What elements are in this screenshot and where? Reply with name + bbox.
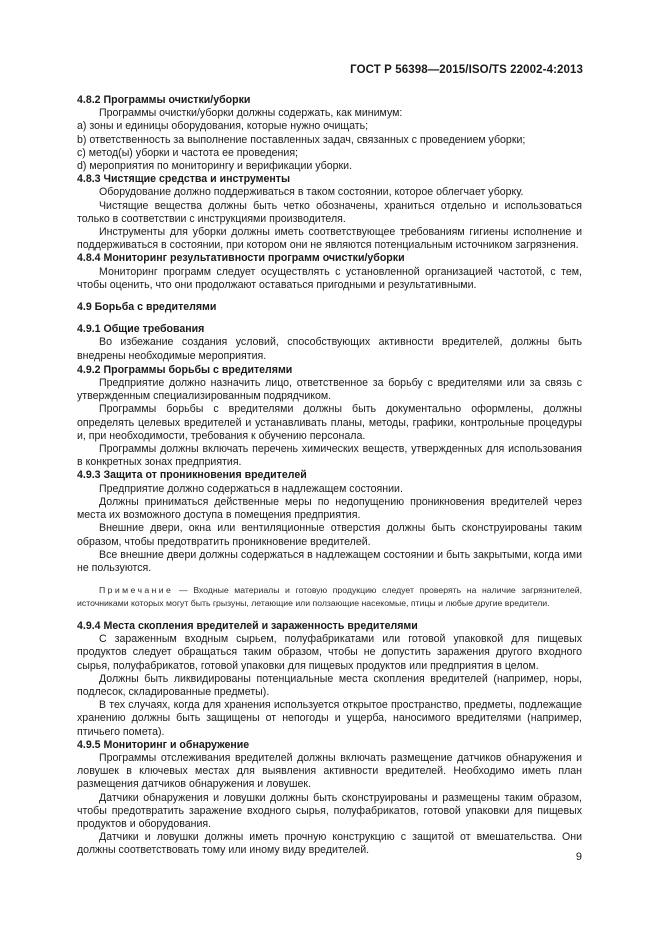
list-item: c) метод(ы) уборки и частота ее проведения; [77,146,299,159]
page-number: 9 [575,851,582,863]
heading-4-9-5: 4.9.5 Мониторинг и обнаружение [77,738,250,751]
heading-4-8-4: 4.8.4 Мониторинг результативности программ очистки/уборки [77,252,405,265]
heading-4-8-2: 4.8.2 Программы очистки/уборки [77,94,251,106]
paragraph: Чистящие вещества должны быть четко обозначены, храниться отдельно и использоваться только в соответствии с инструкциями производителя. [77,199,582,225]
paragraph: Должны быть ликвидированы потенциальные места скопления вредителей (например, норы, подлесок, складированные предметы). [77,672,582,698]
heading-4-9-4: 4.9.4 Места скопления вредителей и зараженность вредителями [77,619,418,632]
note-text: — Входные материалы и готовую продукцию следует проверять на наличие загрязнителей, источниками которых могут быть грызуны, летающие или ползающие насекомые, птицы и любые другие вредители. [77,585,583,608]
paragraph: Должны приниматься действенные меры по недопущению проникновения вредителей через места их возможного доступа в помещения предприятия. [77,495,582,522]
paragraph: Предприятие должно назначить лицо, ответственное за борьбу с вредителями или за связь с утвержденным специализированным подрядчиком. [77,377,582,403]
document-header: ГОСТ Р 56398—2015/ISO/TS 22002-4:2013 [350,64,583,76]
list-item: d) мероприятия по мониторингу и верификации уборки. [77,160,353,173]
paragraph: Оборудование должно поддерживаться в таком состоянии, которое облегчает уборку. [99,186,524,199]
paragraph: Программы отслеживания вредителей должны включать размещение датчиков обнаружения и ловушек в ключевых местах для выявления активности вредителей. Необходимо иметь план размещения датчиков обнаружения и ловушек. [77,751,582,791]
heading-4-9-3: 4.9.3 Защита от проникновения вредителей [77,469,307,482]
paragraph: Во избежание создания условий, способствующих активности вредителей, должны быть внедрены необходимые мероприятия. [77,336,582,362]
heading-4-8-3: 4.8.3 Чистящие средства и инструменты [77,173,291,186]
note [77,584,582,609]
list-item: a) зоны и единицы оборудования, которые нужно очищать; [77,120,369,133]
paragraph: Датчики обнаружения и ловушки должны быть сконструированы и размещены таким образом, чтобы предотвратить заражение входного сырья, полуфабрикатов, готовой упаковки для пищевых продуктов и оборудования. [77,791,582,830]
paragraph: Предприятие должно содержаться в надлежащем состоянии. [99,482,403,495]
document-body [77,94,582,858]
paragraph: Программы очистки/уборки должны содержать, как минимум: [99,107,403,120]
heading-4-9-2: 4.9.2 Программы борьбы с вредителями [77,363,293,376]
paragraph: Программы должны включать перечень химических веществ, утвержденных для использования в конкретных зонах предприятия. [77,443,582,469]
note-label: Примечание [99,585,174,596]
paragraph: Все внешние двери должны содержаться в надлежащем состоянии и быть закрытыми, когда ими не пользуются. [77,548,582,574]
paragraph: Датчики и ловушки должны иметь прочную конструкцию с защитой от вмешательства. Они должны соответствовать тому или иному виду вредителей. [77,831,582,857]
heading-4-9: 4.9 Борьба с вредителями [77,301,217,314]
paragraph: С зараженным входным сырьем, полуфабрикатами или готовой упаковкой для пищевых продуктов следует обращаться таким образом, чтобы не допустить заражения другого входного сырья, полуфабрикатов, готовой упаковки для пищевых продуктов или предприятия в целом. [77,633,582,672]
paragraph: Мониторинг программ следует осуществлять с установленной организацией частотой, с тем, чтобы оценить, что они продолжают оставаться пригодными и результативными. [77,265,582,291]
paragraph: Инструменты для уборки должны иметь соответствующее требованиям гигиены исполнение и поддерживаться в состоянии, при котором они не являются потенциальным источником загрязнения. [77,226,582,252]
list-item: b) ответственность за выполнение поставленных задач, связанных с проведением уборки; [77,133,526,146]
paragraph: В тех случаях, когда для хранения используется открытое пространство, предметы, подлежащие хранению должны быть защищены от непогоды и ущерба, наносимого вредителями (например, птичьего помета). [77,699,582,738]
paragraph: Внешние двери, окна или вентиляционные отверстия должны быть сконструированы таким образом, чтобы предотвратить проникновение вредителей. [77,522,582,548]
heading-4-9-1: 4.9.1 Общие требования [77,323,205,336]
paragraph: Программы борьбы с вредителями должны быть документально оформлены, должны определять целевых вредителей и устанавливать планы, методы, графики, контрольные процедуры и, при необходимости, требования к обучению персонала. [77,403,582,442]
